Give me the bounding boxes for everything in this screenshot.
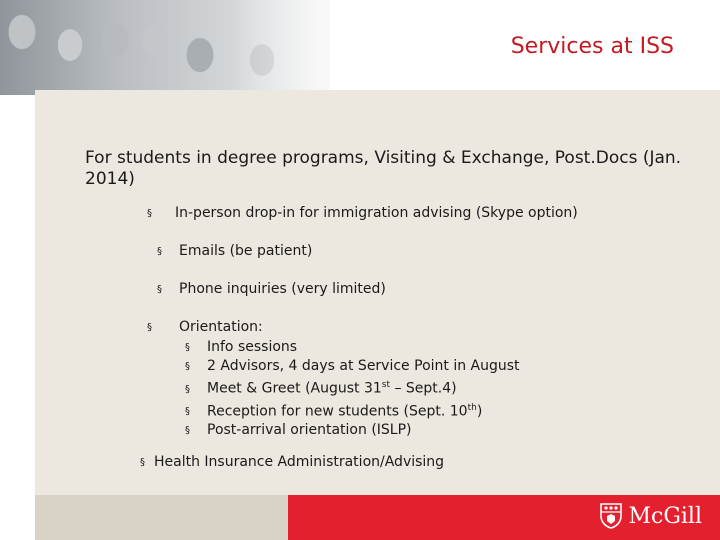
sub-item [185, 399, 520, 422]
bullet-icon: § [185, 383, 190, 395]
bullet-item-2 [157, 242, 312, 261]
bullet-icon: § [157, 284, 162, 295]
bullet-icon: § [185, 342, 190, 353]
bullet-icon: § [185, 406, 190, 418]
sub-item-text-post: – Sept.4) [390, 380, 457, 397]
slide-heading: For students in degree programs, Visiting & Exchange, Post.Docs (Jan. 2014) [85, 148, 682, 189]
mcgill-crest-icon [600, 503, 622, 529]
sub-item [185, 357, 520, 376]
sub-item-text: Info sessions [207, 339, 298, 355]
bullet-item-5 [140, 453, 444, 472]
sub-item-text-post: ) [476, 403, 483, 420]
bullet-icon: § [157, 246, 162, 257]
header-photo-fade [230, 0, 430, 95]
sub-item-superscript: st [381, 380, 391, 390]
mcgill-logo [600, 503, 702, 529]
bullet-text: Phone inquiries (very limited) [179, 281, 386, 297]
slide-title: Services at ISS [510, 34, 674, 59]
bullet-item-4 [147, 318, 263, 337]
bullet-text: In-person drop-in for immigration advising (Skype option) [175, 205, 578, 221]
sub-item-text-pre: Reception for new students (Sept. 10 [207, 403, 468, 420]
bullet-icon: § [185, 361, 190, 372]
sub-item [185, 421, 520, 440]
bullet-icon: § [185, 425, 190, 437]
bullet-text: Emails (be patient) [179, 243, 313, 259]
bullet-icon: § [147, 322, 152, 333]
sub-item-superscript: th [467, 402, 477, 413]
bullet-text: Orientation: [179, 319, 263, 335]
bullet-item-3 [157, 280, 386, 299]
sub-item [185, 376, 520, 399]
bullet-item-1 [147, 204, 578, 223]
footer-left-band [35, 495, 288, 540]
mcgill-logo-text: McGill [628, 503, 702, 529]
sub-item [185, 338, 520, 357]
sub-item-text: 2 Advisors, 4 days at Service Point in August [207, 358, 520, 374]
sub-item-text: Post-arrival orientation (ISLP) [207, 422, 412, 439]
bullet-text: Health Insurance Administration/Advising [154, 454, 445, 470]
orientation-sublist [185, 338, 520, 440]
bullet-icon: § [147, 208, 152, 219]
sub-item-text-pre: Meet & Greet (August 31 [207, 380, 382, 397]
bullet-icon: § [140, 457, 145, 468]
